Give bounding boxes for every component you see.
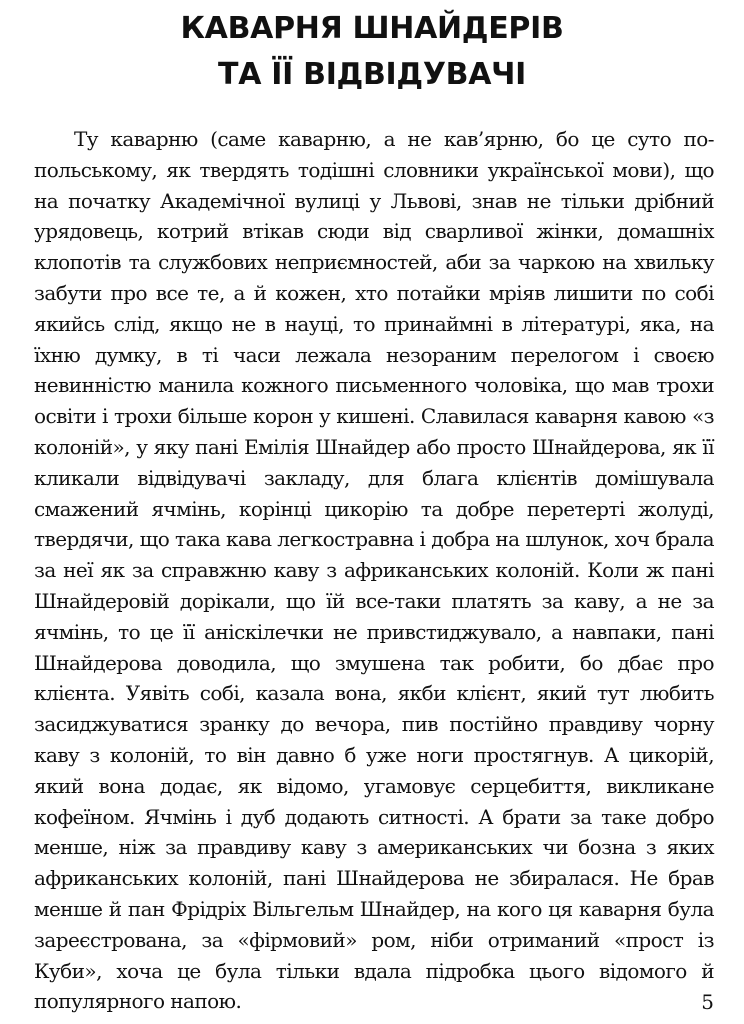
chapter-title <box>30 6 714 98</box>
chapter-title-line-1: КАВАРНЯ ШНАЙДЕРІВ <box>180 11 564 46</box>
page-number: 5 <box>701 990 714 1014</box>
chapter-title-line-2: ТА ЇЇ ВІДВІДУВАЧІ <box>218 57 526 92</box>
body-paragraph: Ту каварню (саме каварню, а не кав’ярню, бо це суто по-польському, як твердять тодішні словники української мови), що на початку Академічної вулиці у Львові, знав не тільки дрібний урядовець, котрий втікав сюди від сварливої жінки, домашніх клопотів та службових неприємностей, аби за чаркою на хвильку забути про все те, а й кожен, хто потайки мріяв лишити по собі якийсь слід, якщо не в науці, то принаймні в літературі, яка, на їхню думку, в ті часи лежала незораним перелогом і своєю невинністю манила кожного письменного чоловіка, що мав трохи освіти і трохи більше корон у кишені. Славилася каварня кавою «з колоній», у яку пані Емілія Шнайдер або просто Шнайдерова, як її кликали відвідувачі закладу, для блага клієнтів домішувала смажений ячмінь, корінці цикорію та добре перетерті жолуді, твердячи, що така кава легкостравна і добра на шлунок, хоч брала за неї як за справжню каву з африканських колоній. Коли ж пані Шнайдеровій дорікали, що їй все-таки платять за каву, а не за ячмінь, то це її аніскілечки не привстиджувало, а навпаки, пані Шнайдерова доводила, що змушена так робити, бо дбає про клієнта. Уявіть собі, казала вона, якби клієнт, який тут любить засиджуватися зранку до вечора, пив постійно правдиву чорну каву з колоній, то він давно б уже ноги простягнув. А цикорій, який вона додає, як відомо, угамовує серцебиття, викликане кофеїном. Ячмінь і дуб додають ситності. А брати за таке добро менше, ніж за правдиву каву з американських чи бозна з яких африканських колоній, пані Шнайдерова не збиралася. Не брав менше й пан Фрідріх Вільгельм Шнайдер, на кого ця каварня була зареєстрована, за «фірмовий» ром, ніби отриманий «прост із Куби», хоча це була тільки вдала підробка цього відомого й популярного напою. <box>34 127 714 1014</box>
